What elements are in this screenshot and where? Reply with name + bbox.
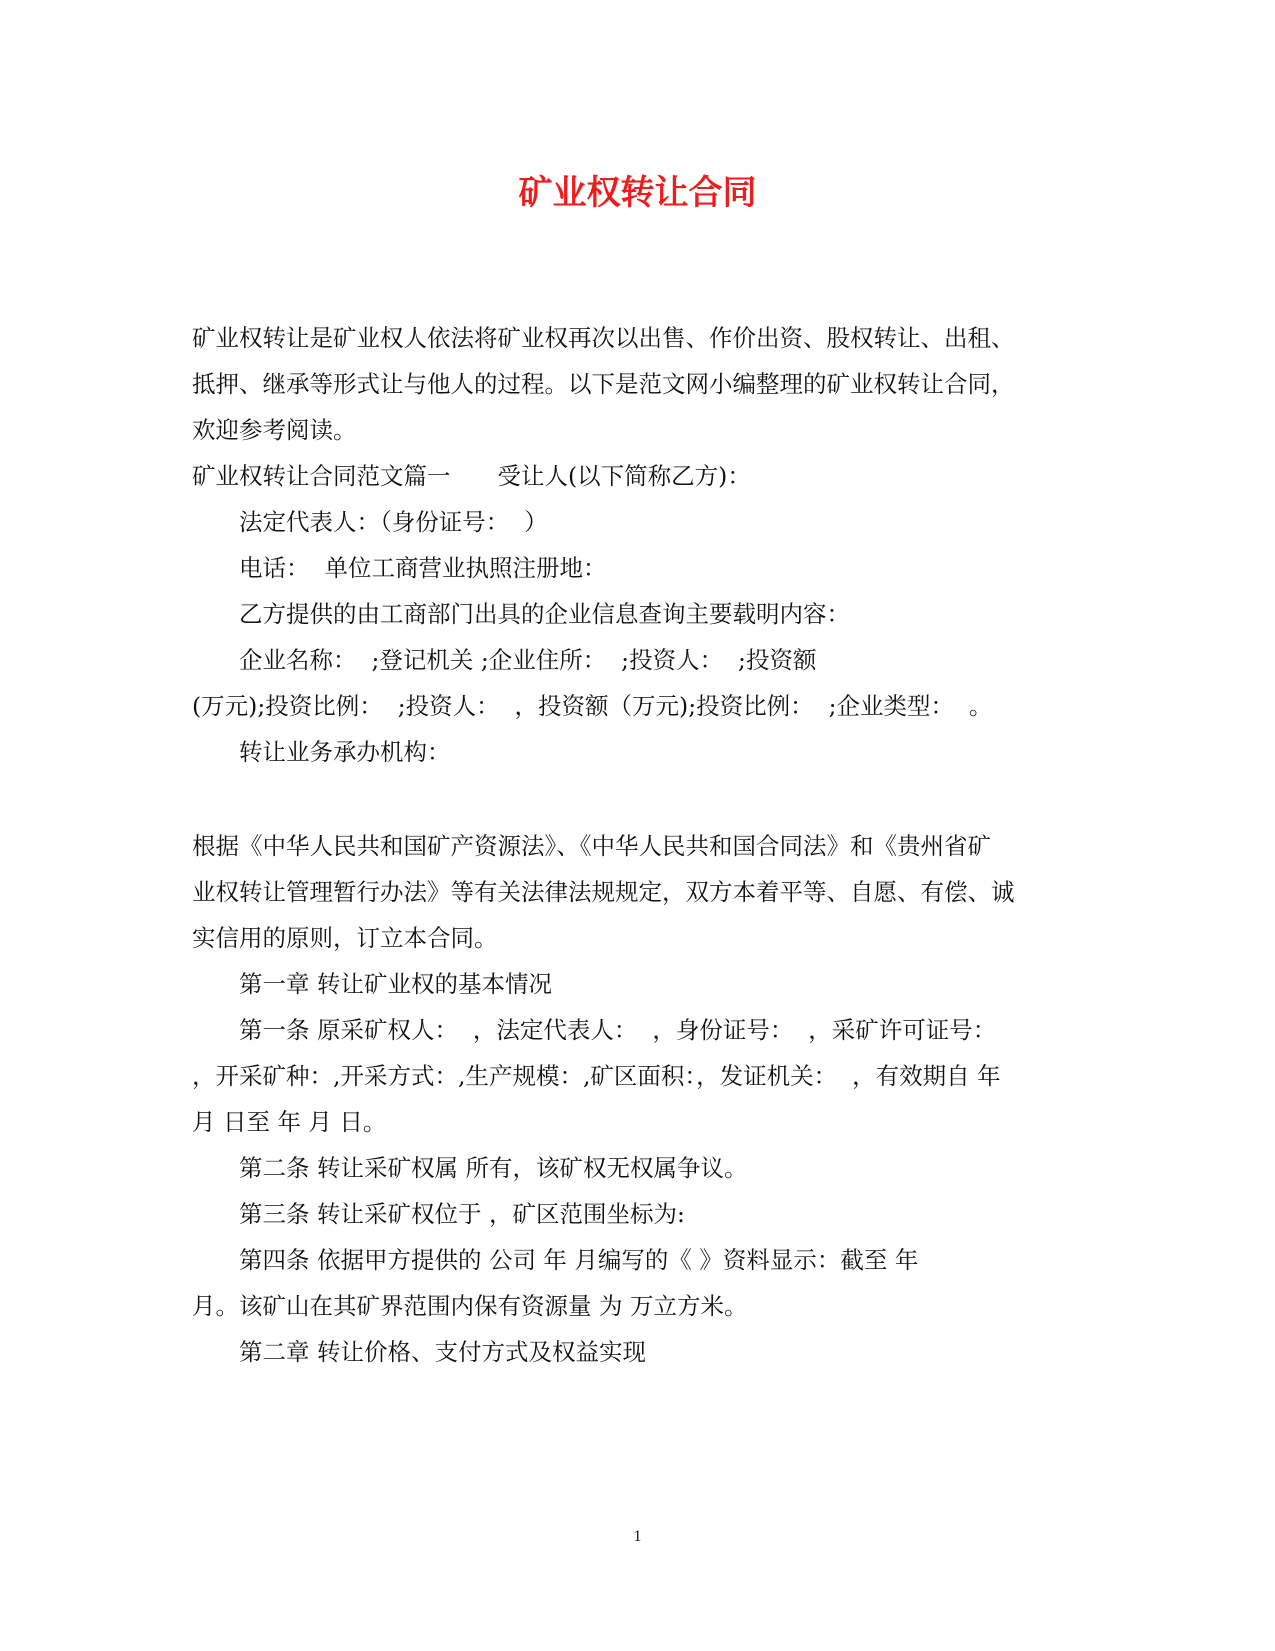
paragraph-line: 转让业务承办机构：: [239, 738, 451, 766]
document-title: 矿业权转让合同: [518, 173, 757, 213]
chapter-heading: 第二章 转让价格、支付方式及权益实现: [239, 1338, 646, 1366]
page-number: 1: [633, 1528, 642, 1545]
paragraph-line: 企业名称： ;登记机关 ;企业住所： ;投资人： ;投资额: [239, 646, 817, 674]
paragraph-line: ，开采矿种：,开采方式：,生产规模：,矿区面积：，发证机关： ，有效期自 年: [192, 1062, 1001, 1090]
chapter-heading: 第一章 转让矿业权的基本情况: [239, 970, 552, 998]
paragraph-line: 第三条 转让采矿权位于 ，矿区范围坐标为:: [239, 1200, 685, 1228]
paragraph-line: 月。该矿山在其矿界范围内保有资源量 为 万立方米。: [192, 1292, 748, 1320]
paragraph-line: 法定代表人：（身份证号： ）: [239, 508, 548, 536]
paragraph-line: 矿业权转让是矿业权人依法将矿业权再次以出售、作价出资、股权转让、出租、: [192, 324, 1015, 352]
paragraph-line: 抵押、继承等形式让与他人的过程。以下是范文网小编整理的矿业权转让合同，: [192, 370, 1015, 398]
paragraph-line: 实信用的原则，订立本合同。: [192, 924, 498, 952]
paragraph-line: 矿业权转让合同范文篇一 受让人(以下简称乙方)：: [192, 462, 751, 490]
paragraph-line: 业权转让管理暂行办法》等有关法律法规规定，双方本着平等、自愿、有偿、诚: [192, 878, 1015, 906]
paragraph-line: 电话： 单位工商营业执照注册地：: [239, 554, 607, 582]
paragraph-line: 第一条 原采矿权人： ，法定代表人： ，身份证号： ，采矿许可证号：: [239, 1016, 997, 1044]
paragraph-line: 乙方提供的由工商部门出具的企业信息查询主要载明内容：: [239, 600, 850, 628]
paragraph-line: 第二条 转让采矿权属 所有，该矿权无权属争议。: [239, 1154, 748, 1182]
paragraph-line: 月 日至 年 月 日。: [192, 1108, 387, 1136]
paragraph-line: (万元);投资比例： ;投资人： ，投资额（万元);投资比例： ;企业类型： 。: [192, 692, 993, 720]
paragraph-line: 根据《中华人民共和国矿产资源法》、《中华人民共和国合同法》和《贵州省矿: [192, 832, 991, 860]
paragraph-line: 第四条 依据甲方提供的 公司 年 月编写的《 》资料显示：截至 年: [239, 1246, 919, 1274]
paragraph-line: 欢迎参考阅读。: [192, 416, 357, 444]
